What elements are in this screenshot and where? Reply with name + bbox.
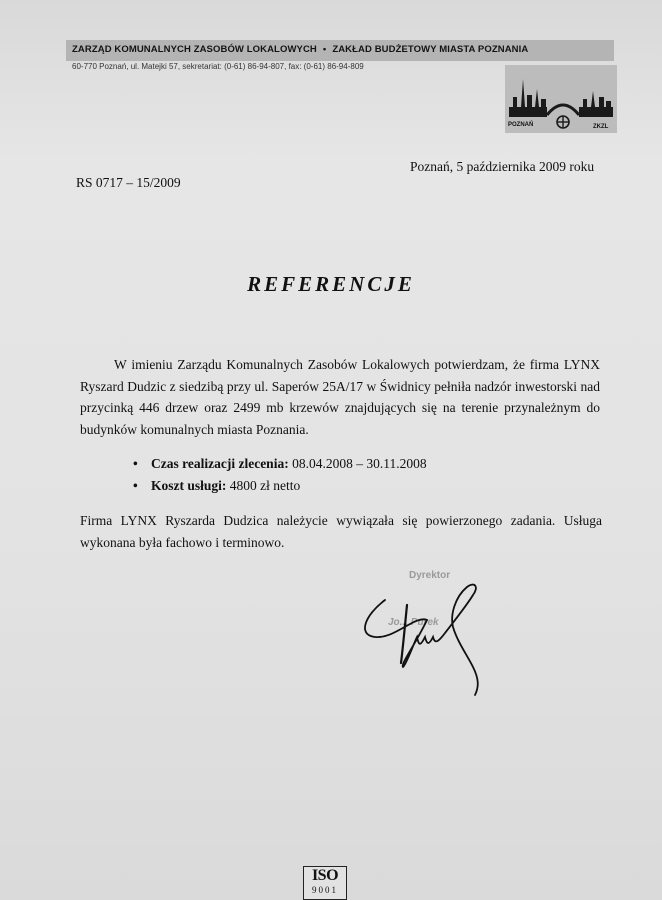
body-paragraph-text: W imieniu Zarządu Komunalnych Zasobów Lokalowych potwierdzam, że firma LYNX Ryszard Dudzic z siedzibą przy ul. Saperów 25A/17 w Świdnicy pełniła nadzór inwestorski nad przycinką 446 drzew oraz 2499 mb krzewów znajdujących się na terenie przynależnym do budynków komunalnych miasta Poznania. (80, 357, 600, 437)
stamp-name: Jo... Purek (388, 617, 439, 628)
iso-mark-bottom: 9001 (312, 885, 338, 895)
letterhead-address: 60-770 Poznań, ul. Matejki 57, sekretariat: (0-61) 86-94-807, fax: (0-61) 86-94-809 (72, 62, 364, 71)
reference-number: RS 0717 – 15/2009 (76, 175, 181, 190)
logo-left-label: POZNAŃ (508, 122, 534, 128)
iso-9001-mark (303, 866, 347, 900)
bullet-item (133, 456, 427, 472)
bullet-value: 4800 zł netto (226, 478, 301, 493)
bullet-label: Czas realizacji zlecenia: (151, 456, 289, 471)
bullet-value: 08.04.2008 – 30.11.2008 (288, 456, 427, 471)
letterhead-separator: • (322, 44, 327, 55)
stamp-title: Dyrektor (409, 570, 451, 581)
bullet-dot-icon: • (133, 478, 138, 493)
bullet-dot-icon: • (133, 456, 138, 471)
logo-right-label: ZKZL (593, 124, 609, 130)
closing-paragraph: Firma LYNX Ryszarda Dudzica należycie wywiązała się powierzonego zadania. Usługa wykonana była fachowo i terminowo. (80, 513, 602, 550)
letterhead-title (72, 44, 612, 55)
date-line: Poznań, 5 października 2009 roku (410, 159, 595, 174)
org-type: ZAKŁAD BUDŻETOWY MIASTA POZNANIA (332, 44, 529, 55)
iso-mark-top: ISO (311, 867, 339, 884)
bullet-item (133, 478, 300, 494)
org-name: ZARZĄD KOMUNALNYCH ZASOBÓW LOKALOWYCH (72, 44, 317, 55)
body-paragraph (80, 354, 600, 440)
bullet-label: Koszt usługi: (151, 478, 227, 493)
document-heading: REFERENCJE (247, 272, 415, 296)
handwritten-signature (355, 575, 495, 705)
city-logo (505, 65, 617, 133)
